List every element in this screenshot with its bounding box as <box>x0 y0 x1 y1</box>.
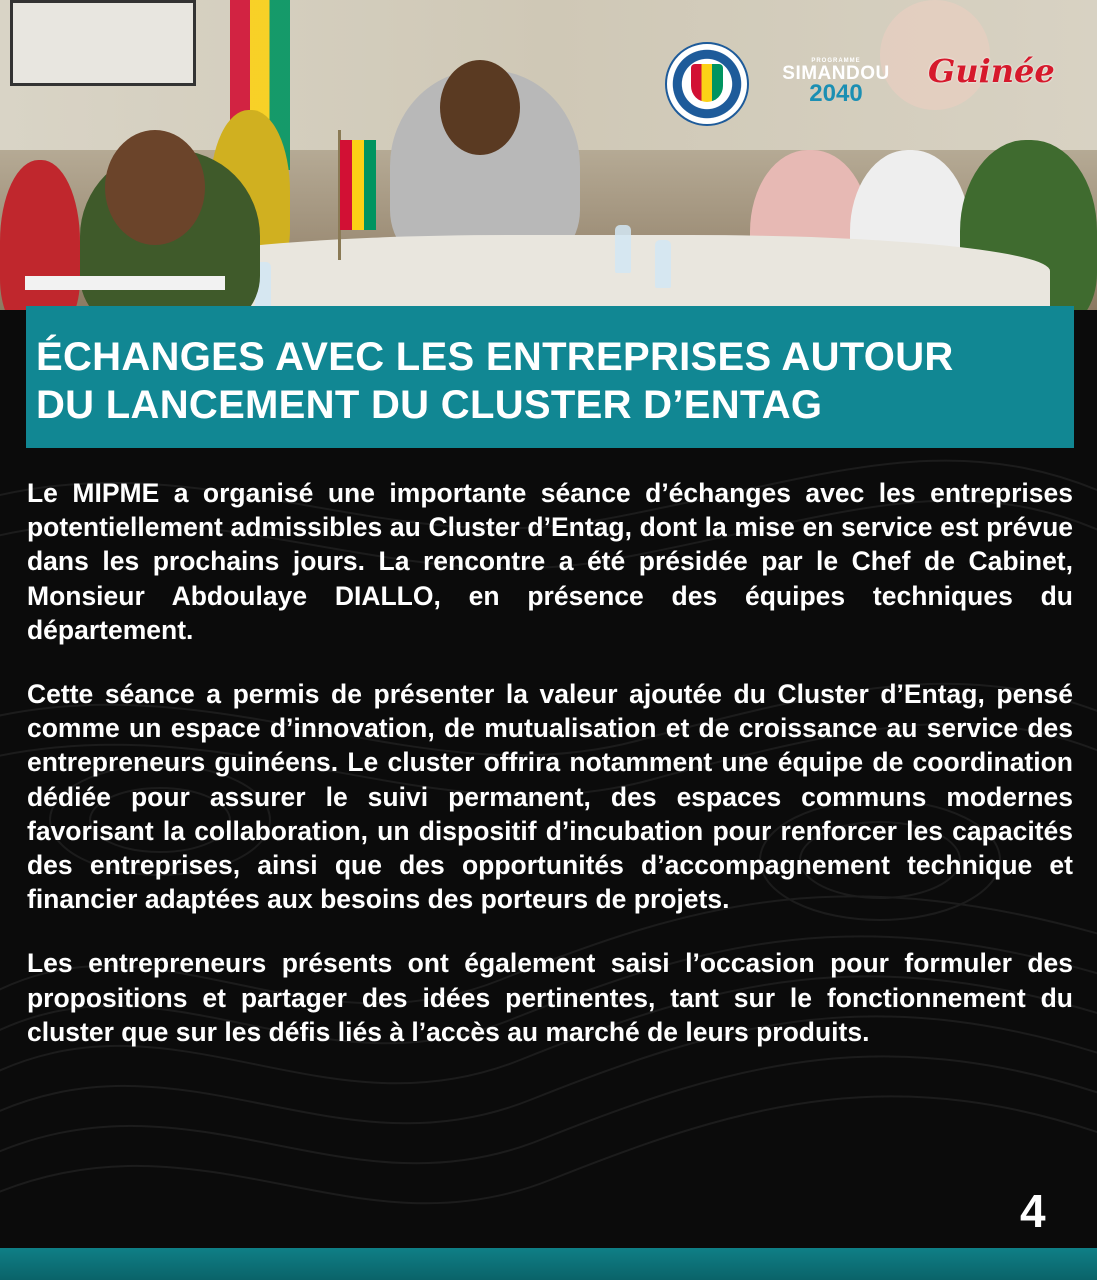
simandou-name: SIMANDOU <box>782 63 890 84</box>
seal-shield-icon <box>691 64 723 102</box>
meeting-photo <box>0 0 1097 310</box>
photo-screen <box>10 0 196 86</box>
guinee-logo: Guinée <box>928 52 1055 90</box>
footer-bar <box>0 1248 1097 1280</box>
simandou-year: 2040 <box>809 80 863 107</box>
paragraph-2: Cette séance a permis de présenter la valeur ajoutée du Cluster d’Entag, pensé comme un espace d’innovation, de mutualisation et de croissance au service des entrepreneurs guinéens. Le cluster offrira notamment une équipe de coordination dédiée pour assurer le suivi permanent, des espaces communs modernes favorisant la collaboration, un dispositif d’incubation pour renforcer les capacités des entreprises, ainsi que des opportunités d’accompagnement technique et financier adaptées aux besoins des porteurs de projets. <box>27 679 1073 915</box>
decorative-white-bar <box>25 276 225 290</box>
photo-person-smiling-head <box>105 130 205 245</box>
title-line-2: DU LANCEMENT DU CLUSTER D’ENTAG <box>36 383 823 427</box>
body-text <box>27 476 1073 1079</box>
simandou-program-label: PROGRAMME <box>811 58 861 64</box>
paragraph-1: Le MIPME a organisé une importante séance d’échanges avec les entreprises potentiellement admissibles au Cluster d’Entag, dont la mise en service est prévue dans les prochains jours. La rencontre a été présidée par le Chef de Cabinet, Monsieur Abdoulaye DIALLO, en présence des équipes techniques du département. <box>27 478 1073 645</box>
page-number: 4 <box>1020 1185 1046 1237</box>
water-bottle <box>655 240 671 288</box>
ministry-seal-icon <box>665 42 749 126</box>
guinea-flag-desk <box>340 140 376 230</box>
title-box <box>26 306 1074 448</box>
photo-person-chair-head <box>440 60 520 155</box>
paragraph-3: Les entrepreneurs présents ont également saisi l’occasion pour formuler des propositions et partager des idées pertinentes, tant sur le fonctionnement du cluster que sur les défis liés à l’accès au marché de leurs produits. <box>27 948 1073 1047</box>
simandou-logo <box>776 58 896 107</box>
water-bottle <box>615 225 631 273</box>
meeting-table <box>150 235 1050 310</box>
title-line-1: ÉCHANGES AVEC LES ENTREPRISES AUTOUR <box>36 335 954 379</box>
